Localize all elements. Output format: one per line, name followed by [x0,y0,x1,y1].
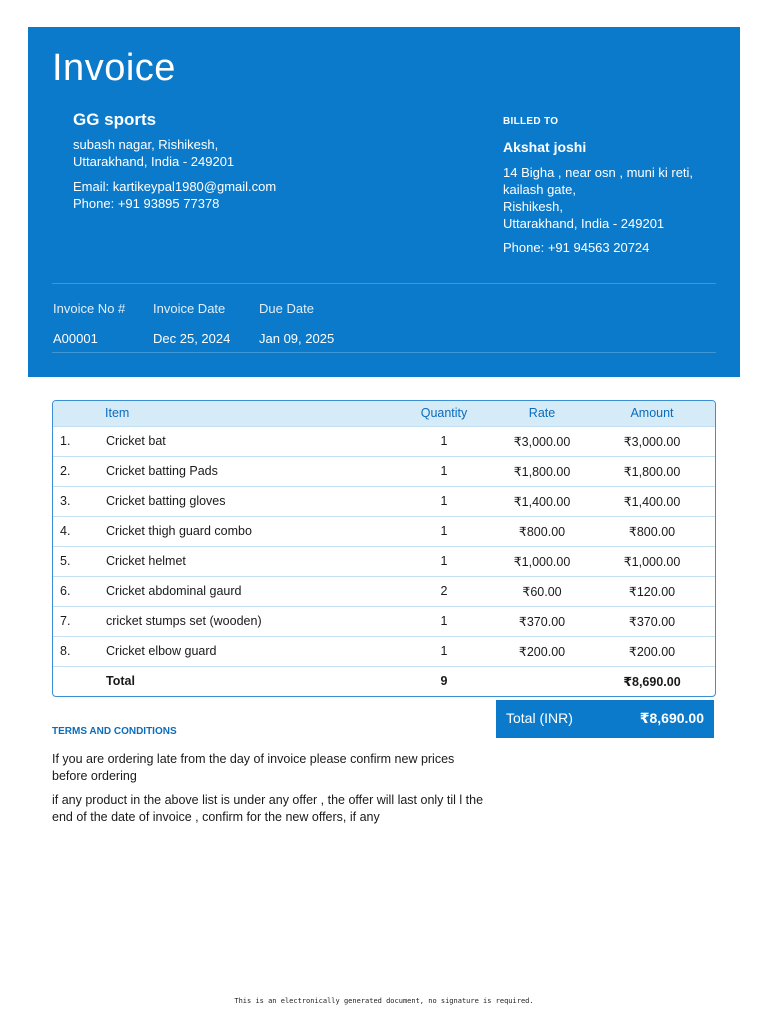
item-quantity: 1 [393,426,495,456]
invoice-number-label: Invoice No # [53,301,126,316]
row-number: 5. [53,546,105,576]
divider [52,283,716,284]
total-label: Total [105,666,393,696]
total-quantity: 9 [393,666,495,696]
header-rate: Rate [528,406,556,421]
header-quantity: Quantity [420,406,468,421]
invoice-date: Dec 25, 2024 [153,331,231,346]
table-row [53,576,715,606]
invoice-number-block [53,301,125,346]
item-quantity: 1 [393,486,495,516]
seller-address-line: subash nagar, Rishikesh, [73,137,219,152]
invoice-title: Invoice [52,47,176,89]
client-address-line: Uttarakhand, India - 249201 [503,216,665,231]
client-address-line: Rishikesh, [503,199,563,214]
client-address-line: kailash gate, [503,182,576,197]
billed-to-label: BILLED TO [503,116,559,127]
terms-paragraph: if any product in the above list is under any offer , the offer will last only til l the end of the date of invoice , confirm for the new offers, if any [52,793,484,824]
table-header-row [53,401,715,426]
header-item: Item [105,406,130,421]
item-name: Cricket helmet [105,546,393,576]
grand-total-label: Total (INR) [506,710,573,726]
due-date: Jan 09, 2025 [259,331,335,346]
row-number: 7. [53,606,105,636]
header-amount: Amount [630,406,674,421]
item-name: Cricket bat [105,426,393,456]
seller-info [73,111,276,212]
invoice-date-block [153,301,230,346]
seller-name: GG sports [73,110,157,129]
due-date-label: Due Date [259,301,314,316]
terms-heading: TERMS AND CONDITIONS [52,726,177,737]
item-rate: ₹200.00 [495,636,589,666]
grand-total-value: ₹8,690.00 [639,710,704,726]
item-quantity: 2 [393,576,495,606]
table-row [53,456,715,486]
item-amount: ₹1,800.00 [589,456,715,486]
table-row [53,546,715,576]
item-rate: ₹800.00 [495,516,589,546]
item-rate: ₹1,800.00 [495,456,589,486]
item-quantity: 1 [393,516,495,546]
item-name: Cricket batting Pads [105,456,393,486]
item-amount: ₹3,000.00 [589,426,715,456]
divider [52,352,716,353]
seller-phone: Phone: +91 93895 77378 [73,196,220,211]
item-name: Cricket abdominal gaurd [105,576,393,606]
table-row [53,636,715,666]
item-name: Cricket elbow guard [105,636,393,666]
table-row [53,426,715,456]
row-number: 8. [53,636,105,666]
item-quantity: 1 [393,546,495,576]
due-date-block [259,301,334,346]
item-amount: ₹1,000.00 [589,546,715,576]
table-row [53,606,715,636]
item-amount: ₹800.00 [589,516,715,546]
client-phone: Phone: +91 94563 20724 [503,240,650,255]
row-number: 4. [53,516,105,546]
item-amount: ₹120.00 [589,576,715,606]
item-rate: ₹1,000.00 [495,546,589,576]
item-amount: ₹200.00 [589,636,715,666]
item-rate: ₹370.00 [495,606,589,636]
invoice-date-label: Invoice Date [153,301,226,316]
item-amount: ₹370.00 [589,606,715,636]
row-number: 2. [53,456,105,486]
total-amount: ₹8,690.00 [589,666,715,696]
client-name: Akshat joshi [503,139,587,155]
seller-address-line: Uttarakhand, India - 249201 [73,154,235,169]
terms-paragraph: If you are ordering late from the day of invoice please confirm new prices before ordering [52,752,455,783]
invoice-number: A00001 [53,331,98,346]
items-table [52,400,716,697]
item-rate: ₹60.00 [495,576,589,606]
item-quantity: 1 [393,636,495,666]
table-total-row [53,666,715,696]
row-number: 3. [53,486,105,516]
grand-total-box [496,700,714,738]
table-row [53,516,715,546]
item-name: Cricket batting gloves [105,486,393,516]
table-row [53,486,715,516]
item-amount: ₹1,400.00 [589,486,715,516]
item-name: cricket stumps set (wooden) [105,606,393,636]
item-rate: ₹1,400.00 [495,486,589,516]
terms-section [52,723,484,833]
billed-to-info [503,113,693,256]
seller-email: Email: kartikeypal1980@gmail.com [73,179,277,194]
footer-note: This is an electronically generated document, no signature is required. [234,997,534,1005]
item-rate: ₹3,000.00 [495,426,589,456]
item-quantity: 1 [393,456,495,486]
item-quantity: 1 [393,606,495,636]
client-address-line: 14 Bigha , near osn , muni ki reti, [503,165,694,180]
row-number: 6. [53,576,105,606]
row-number: 1. [53,426,105,456]
item-name: Cricket thigh guard combo [105,516,393,546]
invoice-header [28,27,740,377]
